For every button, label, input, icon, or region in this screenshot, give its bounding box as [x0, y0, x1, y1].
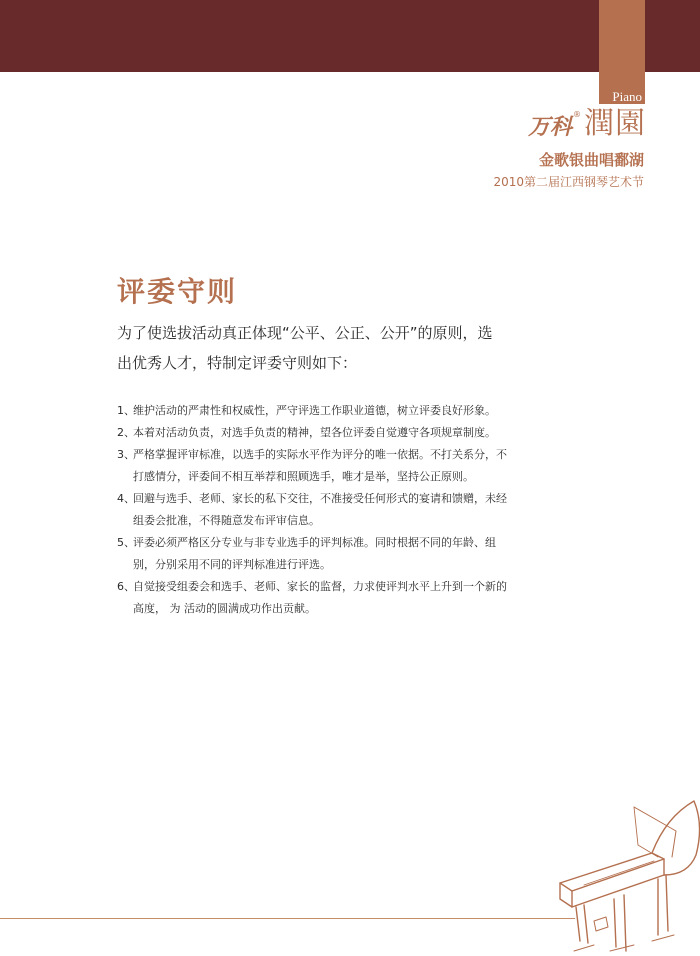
rule-number: 2、 — [117, 426, 135, 439]
registered-mark: ® — [573, 110, 581, 119]
rule-item — [117, 488, 509, 532]
rule-number: 4、 — [117, 492, 135, 505]
piano-tag-label: Piano — [612, 89, 642, 104]
piano-icon — [554, 795, 700, 956]
brand-runyuan: 潤園 — [584, 107, 646, 140]
brand-vanke: 万科 — [527, 114, 572, 139]
rule-item — [117, 576, 509, 620]
rule-text: 维护活动的严肃性和权威性，严守评选工作职业道德，树立评委良好形象。 — [133, 404, 496, 417]
rule-number: 6、 — [117, 580, 135, 593]
event-slogan: 金歌银曲唱鄱湖 — [538, 153, 644, 169]
rule-text: 评委必须严格区分专业与非专业选手的评判标准。同时根据不同的年龄、组别，分别采用不同的评判标准进行评选。 — [133, 536, 496, 571]
rule-text: 自觉接受组委会和选手、老师、家长的监督，力求使评判水平上升到一个新的高度， 为 活动的圆满成功作出贡献。 — [133, 580, 507, 615]
footer-rule — [0, 918, 575, 919]
rule-text: 本着对活动负责，对选手负责的精神，望各位评委自觉遵守各项规章制度。 — [133, 426, 496, 439]
page-title: 评委守则 — [117, 277, 238, 308]
brand-logo — [528, 108, 646, 140]
piano-tag — [599, 0, 645, 104]
rule-item — [117, 532, 509, 576]
rule-text: 严格掌握评审标准，以选手的实际水平作为评分的唯一依据。不打关系分，不打感情分，评委间不相互举荐和照顾选手，唯才是举，坚持公正原则。 — [133, 448, 507, 483]
rule-item — [117, 444, 509, 488]
top-banner — [0, 0, 700, 72]
rule-number: 3、 — [117, 448, 135, 461]
rule-item — [117, 422, 509, 444]
rules-list — [117, 400, 509, 620]
event-name: 2010第二届江西钢琴艺术节 — [493, 175, 644, 189]
intro-paragraph: 为了使选拔活动真正体现“公平、公正、公开”的原则，选出优秀人才，特制定评委守则如下： — [117, 324, 493, 372]
rule-number: 5、 — [117, 536, 135, 549]
rule-item — [117, 400, 509, 422]
rule-number: 1、 — [117, 404, 135, 417]
rule-text: 回避与选手、老师、家长的私下交往，不准接受任何形式的宴请和馈赠，未经组委会批准，不得随意发布评审信息。 — [133, 492, 507, 527]
